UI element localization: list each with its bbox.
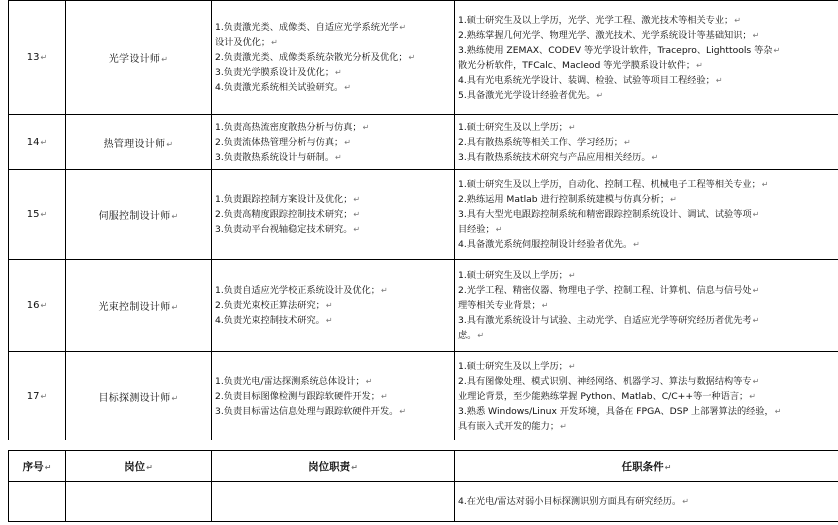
duty-list (212, 260, 455, 352)
duty-line: 2.负责流体热管理分析与仿真；↵ (215, 136, 351, 148)
bottom-rule (8, 521, 838, 522)
duty-line: 2.负责光束校正算法研究；↵ (215, 300, 333, 311)
table-row (9, 260, 838, 352)
duty-line: 1.负责跟踪控制方案设计及优化；↵ (215, 194, 361, 205)
positions-table-body (9, 1, 838, 441)
header-duty: 岗位职责↵ (212, 451, 455, 482)
requirement-line: 1.硕士研究生及以上学历，自动化、控制工程、机械电子工程等相关专业；↵ (458, 179, 769, 190)
duty-line: 4.负责激光系统相关试验研究。↵ (215, 82, 351, 93)
header-post: 岗位↵ (66, 451, 212, 482)
requirement-line: 3.具有激光系统设计与试验、主动光学、自适应光学等研究经历者优先考↵ (458, 315, 760, 326)
requirement-line: 2.光学工程、精密仪器、物理电子学、控制工程、计算机、信息与信号处↵ (458, 285, 760, 296)
position-title: 热管理设计师↵ (66, 115, 212, 170)
header-req: 任职条件↵ (455, 451, 838, 482)
requirement-list (455, 170, 838, 260)
positions-table-continued (8, 450, 838, 522)
table-row (9, 352, 838, 441)
requirement-list (455, 352, 838, 441)
cell-duty (212, 482, 455, 522)
requirement-line: 4.具有光电系统光学设计、装调、检验、试验等项目工程经验；↵ (458, 74, 723, 86)
duty-line: 1.负责高热流密度散热分析与仿真；↵ (215, 121, 370, 133)
cell-post (66, 482, 212, 522)
requirement-line: 具有嵌入式开发的能力；↵ (458, 420, 567, 432)
positions-table (8, 0, 838, 441)
position-title: 伺服控制设计师↵ (66, 170, 212, 260)
requirement-line: 2.具有图像处理、模式识别、神经网络、机器学习、算法与数据结构等专↵ (458, 375, 760, 387)
duty-list (212, 352, 455, 441)
requirement-line: 1.硕士研究生及以上学历；↵ (458, 360, 576, 372)
requirement-line: 5.具备激光光学设计经验者优先。↵ (458, 89, 604, 101)
requirement-line: 3.熟练使用 ZEMAX、CODEV 等光学设计软件，Tracepro、Lighttools 等杂↵ (458, 44, 781, 56)
requirement-line: 理等相关专业背景；↵ (458, 300, 549, 311)
requirement-line: 4.具备激光系统伺服控制设计经验者优先。↵ (458, 239, 640, 250)
cell-req (455, 482, 838, 522)
duty-line: 3.负责动平台视轴稳定技术研究。↵ (215, 224, 361, 235)
row-number: 17↵ (9, 352, 66, 441)
duty-list (212, 115, 455, 170)
duty-line: 设计及优化；↵ (215, 37, 278, 48)
duty-line: 2.负责高精度跟踪控制技术研究；↵ (215, 209, 361, 220)
duty-line: 3.负责散热系统设计与研制。↵ (215, 151, 342, 163)
position-title: 目标探测设计师↵ (66, 352, 212, 441)
duty-list (212, 170, 455, 260)
requirement-line: 1.硕士研究生及以上学历；↵ (458, 121, 576, 133)
duty-line: 3.负责目标雷达信息处理与跟踪软硬件开发。↵ (215, 405, 407, 417)
row-number: 15↵ (9, 170, 66, 260)
requirement-line: 2.具有散热系统等相关工作、学习经历；↵ (458, 136, 631, 148)
row-number: 13↵ (9, 1, 66, 115)
requirement-list (455, 260, 838, 352)
requirement-line: 虑。↵ (458, 330, 485, 341)
duty-line: 3.负责光学膜系设计及优化；↵ (215, 67, 342, 78)
cell-no (9, 482, 66, 522)
table-row (9, 115, 838, 170)
requirement-line: 散光分析软件，TFCalc、Macleod 等光学膜系设计软件；↵ (458, 59, 703, 71)
requirement-list (455, 115, 838, 170)
duty-line: 2.负责目标图像检测与跟踪软硬件开发；↵ (215, 390, 388, 402)
position-title: 光束控制设计师↵ (66, 260, 212, 352)
requirement-line: 2.熟练运用 Matlab 进行控制系统建模与仿真分析；↵ (458, 194, 677, 205)
requirement-line: 3.具有散热系统技术研究与产品应用相关经历。↵ (458, 151, 659, 163)
requirement-line: 1.硕士研究生及以上学历，光学、光学工程、激光技术等相关专业；↵ (458, 14, 741, 26)
requirement-line: 3.具有大型光电跟踪控制系统和精密跟踪控制系统设计、调试、试验等项↵ (458, 209, 760, 220)
table-row (9, 170, 838, 260)
header-no: 序号↵ (9, 451, 66, 482)
row-number: 14↵ (9, 115, 66, 170)
table-row-continued (9, 482, 838, 522)
duty-list (212, 1, 455, 115)
req-line: 4.在光电/雷达对弱小目标探测识别方面具有研究经历。↵ (458, 496, 689, 507)
row-number: 16↵ (9, 260, 66, 352)
requirement-line: 3.熟悉 Windows/Linux 开发环境，具备在 FPGA、DSP 上部署算法的经验，↵ (458, 405, 782, 417)
duty-line: 2.负责激光类、成像类系统杂散光分析及优化；↵ (215, 52, 416, 63)
duty-line: 1.负责激光类、成像类、自适应光学系统光学↵ (215, 22, 407, 33)
requirement-line: 1.硕士研究生及以上学历；↵ (458, 270, 576, 281)
requirement-line: 2.熟练掌握几何光学、物理光学、激光技术、光学系统设计等基础知识；↵ (458, 29, 760, 41)
table-header-row (9, 451, 838, 482)
position-title: 光学设计师↵ (66, 1, 212, 115)
duty-line: 4.负责光束控制技术研究。↵ (215, 315, 333, 326)
requirement-line: 目经验；↵ (458, 224, 503, 235)
duty-line: 1.负责自适应光学校正系统设计及优化；↵ (215, 285, 388, 296)
page-break (0, 440, 838, 450)
requirement-line: 业理论背景，至少能熟练掌握 Python、Matlab、C/C++等一种语言；↵ (458, 390, 756, 402)
requirement-list (455, 1, 838, 115)
duty-line: 1.负责光电/雷达探测系统总体设计；↵ (215, 375, 373, 387)
table-row (9, 1, 838, 115)
